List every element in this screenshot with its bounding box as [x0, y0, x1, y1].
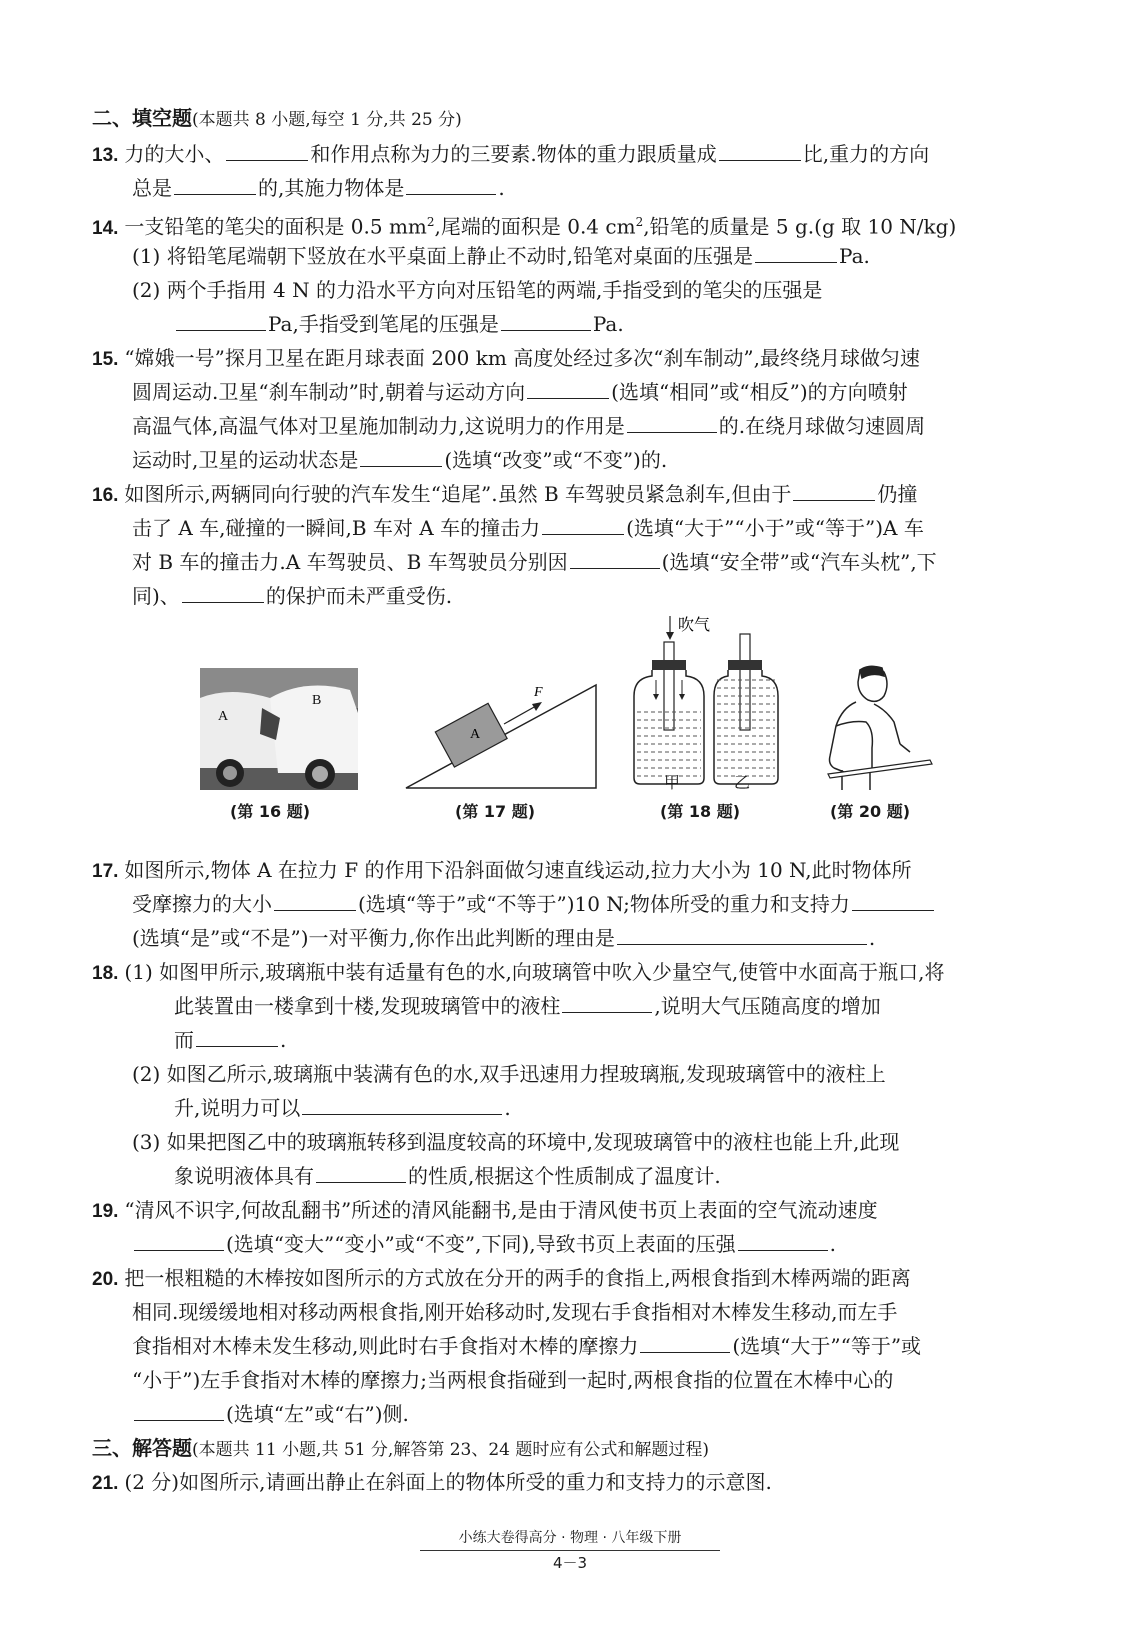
q18-blank-3[interactable]: [302, 1094, 502, 1115]
q20-number: 20.: [92, 1269, 119, 1290]
q19-text: (选填“变大”“变小”或“不变”,下同),导致书页上表面的压强: [226, 1232, 736, 1256]
yi-label: 乙: [734, 773, 751, 792]
q16-text: 如图所示,两辆同向行驶的汽车发生“追尾”.虽然 B 车驾驶员紧急刹车,但由于: [124, 482, 792, 506]
q19-text: .: [829, 1232, 837, 1256]
q19-line-1: [92, 1196, 878, 1226]
q16-line-3: [132, 548, 937, 576]
page-number: 4－3: [552, 1554, 588, 1572]
q15-text: (选填“改变”或“不变”)的.: [444, 448, 668, 472]
q18-text: ,说明大气压随高度的增加: [654, 994, 881, 1018]
q21-number: 21.: [92, 1473, 119, 1494]
q15-number: 15.: [92, 349, 119, 370]
superscript: 2: [426, 215, 435, 229]
q18-text: .: [504, 1096, 511, 1120]
jia-label: 甲: [664, 773, 681, 792]
q14-text: Pa.: [592, 312, 624, 336]
q14-text: (1) 将铅笔尾端朝下竖放在水平桌面上静止不动时,铅笔对桌面的压强是: [132, 244, 754, 268]
blow-label: 吹气: [678, 615, 711, 634]
q14-blank-3[interactable]: [501, 310, 591, 331]
q16-text: 仍撞: [877, 482, 918, 506]
q20-line-5: [132, 1400, 409, 1428]
q16-blank-1[interactable]: [793, 480, 875, 501]
q13-blank-1[interactable]: [226, 140, 308, 161]
bottle-yi: [714, 634, 778, 784]
q14-text: 一支铅笔的笔尖的面积是 0.5 mm: [124, 214, 427, 239]
q14-line-1: [92, 208, 956, 243]
bottle-jia: [634, 642, 704, 784]
q13-text: 和作用点称为力的三要素.物体的重力跟质量成: [310, 142, 717, 166]
section-3-title: 三、解答题: [92, 1436, 192, 1460]
q14-part-1: [132, 242, 870, 270]
q13-text: 比,重力的方向: [802, 142, 930, 166]
footer-book-title: 小练大卷得高分 · 物理 · 八年级下册: [420, 1527, 720, 1551]
q17-line-1: [92, 856, 912, 886]
section-2-note: (本题共 8 小题,每空 1 分,共 25 分): [192, 110, 462, 130]
q14-number: 14.: [92, 217, 119, 239]
q18-text: 的性质,根据这个性质制成了温度计.: [408, 1164, 721, 1188]
block-a-label: A: [470, 727, 481, 742]
force-f-label: F: [534, 685, 543, 700]
q20-line-2: [132, 1298, 897, 1326]
q13-text: 力的大小、: [124, 142, 225, 166]
q13-blank-2[interactable]: [719, 140, 801, 161]
q14-blank-2[interactable]: [176, 310, 266, 331]
q16-text: 对 B 车的撞击力.A 车驾驶员、B 车驾驶员分别因: [132, 550, 568, 574]
q14-text: (2) 两个手指用 4 N 的力沿水平方向对压铅笔的两端,手指受到的笔尖的压强是: [132, 278, 823, 302]
q20-line-4: [132, 1366, 893, 1394]
q18-blank-2[interactable]: [196, 1026, 278, 1047]
q15-text: 运动时,卫星的运动状态是: [132, 448, 359, 472]
q19-blank-2[interactable]: [738, 1230, 828, 1251]
q21-text: (2 分)如图所示,请画出静止在斜面上的物体所受的重力和支持力的示意图.: [124, 1470, 772, 1494]
q17-text: .: [868, 926, 876, 950]
q16-blank-2[interactable]: [542, 514, 624, 535]
car-a-label: A: [218, 709, 229, 724]
q18-line-3: [174, 1026, 286, 1054]
q19-text: “清风不识字,何故乱翻书”所述的清风能翻书,是由于清风使书页上表面的空气流动速度: [124, 1198, 878, 1222]
q18-line-6: [132, 1128, 899, 1156]
q17-line-3: [132, 924, 875, 952]
q16-line-4: [132, 582, 452, 610]
q20-text: 食指相对木棒未发生移动,则此时右手食指对木棒的摩擦力: [132, 1334, 639, 1358]
q14-part-2-cont: [174, 310, 624, 338]
q20-text: 把一根粗糙的木棒按如图所示的方式放在分开的两手的食指上,两根食指到木棒两端的距离: [124, 1266, 911, 1290]
q16-blank-3[interactable]: [570, 548, 660, 569]
q15-blank-2[interactable]: [627, 412, 717, 433]
q19-blank-1[interactable]: [134, 1230, 224, 1251]
section-3-note: (本题共 11 小题,共 51 分,解答第 23、24 题时应有公式和解题过程): [192, 1440, 710, 1460]
q18-text: 此装置由一楼拿到十楼,发现玻璃管中的液柱: [174, 994, 561, 1018]
q16-text: (选填“安全带”或“汽车头枕”,下: [661, 550, 937, 574]
q14-blank-1[interactable]: [755, 242, 837, 263]
q13-text: 总是: [132, 176, 172, 200]
q17-text: 如图所示,物体 A 在拉力 F 的作用下沿斜面做匀速直线运动,拉力大小为 10 N,此时物体所: [124, 858, 912, 882]
section-2-title: 二、填空题: [92, 106, 192, 130]
q20-line-1: [92, 1264, 911, 1294]
q18-text: 升,说明力可以: [174, 1096, 301, 1120]
q18-text: .: [280, 1028, 287, 1052]
q14-text: ,尾端的面积是 0.4 cm: [434, 214, 636, 239]
q17-number: 17.: [92, 861, 119, 882]
q16-text: 的保护而未严重受伤.: [265, 584, 453, 608]
bottles-diagram: [626, 612, 796, 792]
superscript: 2: [635, 215, 644, 229]
q17-text: 受摩擦力的大小: [132, 892, 272, 916]
q17-blank-2[interactable]: [852, 890, 934, 911]
q16-text: 击了 A 车,碰撞的一瞬间,B 车对 A 车的撞击力: [132, 516, 541, 540]
q18-text: 而: [174, 1028, 194, 1052]
q15-text: 高温气体,高温气体对卫星施加制动力,这说明力的作用是: [132, 414, 625, 438]
figure-20-caption: (第 20 题): [830, 802, 911, 821]
section-3-header: [92, 1434, 709, 1464]
car-b-label: B: [312, 693, 322, 708]
q15-blank-1[interactable]: [527, 378, 609, 399]
q13-number: 13.: [92, 145, 119, 166]
q15-line-1: [92, 344, 920, 374]
q13-text: .: [498, 176, 505, 200]
q14-part-2: [132, 276, 822, 304]
q20-text: (选填“大于”“等于”或: [732, 1334, 922, 1358]
q15-text: (选填“相同”或“相反”)的方向喷射: [611, 380, 908, 404]
q17-text: (选填“是”或“不是”)一对平衡力,你作出此判断的理由是: [132, 926, 615, 950]
q20-blank-2[interactable]: [134, 1400, 224, 1421]
q18-number: 18.: [92, 963, 119, 984]
q18-text: 象说明液体具有: [174, 1164, 314, 1188]
q15-line-3: [132, 412, 925, 440]
q20-text: “小于”)左手食指对木棒的摩擦力;当两根食指碰到一起时,两根食指的位置在木棒中心的: [132, 1368, 894, 1392]
q18-blank-4[interactable]: [316, 1162, 406, 1183]
q18-text: (1) 如图甲所示,玻璃瓶中装有适量有色的水,向玻璃管中吹入少量空气,使管中水面高于瓶口,将: [124, 960, 945, 984]
q16-number: 16.: [92, 485, 119, 506]
q17-blank-1[interactable]: [274, 890, 356, 911]
q16-text: (选填“大于”“小于”或“等于”)A 车: [626, 516, 924, 540]
section-2-header: [92, 104, 462, 134]
q18-text: (3) 如果把图乙中的玻璃瓶转移到温度较高的环境中,发现玻璃管中的液柱也能上升,此现: [132, 1130, 900, 1154]
q18-line-4: [132, 1060, 886, 1088]
q13-text: 的,其施力物体是: [258, 176, 405, 200]
q17-blank-3[interactable]: [617, 924, 867, 945]
q14-text: ,铅笔的质量是 5 g.(g 取 10 N/kg): [643, 214, 957, 239]
figure-16-caption: (第 16 题): [230, 802, 311, 821]
car-collision-photo: [200, 668, 358, 790]
q16-line-1: [92, 480, 917, 510]
q18-line-5: [174, 1094, 511, 1122]
q20-blank-1[interactable]: [640, 1332, 730, 1353]
q15-blank-3[interactable]: [360, 446, 442, 467]
q18-line-2: [174, 992, 881, 1020]
q20-text: 相同.现缓缓地相对移动两根食指,刚开始移动时,发现右手食指相对木棒发生移动,而左手: [132, 1300, 898, 1324]
q18-text: (2) 如图乙所示,玻璃瓶中装满有色的水,双手迅速用力捏玻璃瓶,发现玻璃管中的液柱上: [132, 1062, 886, 1086]
q15-text: “嫦娥一号”探月卫星在距月球表面 200 km 高度处经过多次“刹车制动”,最终绕月球做匀速: [124, 346, 921, 370]
q20-line-3: [132, 1332, 921, 1360]
figure-18-caption: (第 18 题): [660, 802, 741, 821]
incline-diagram: [404, 680, 604, 792]
q14-text: Pa.: [839, 244, 870, 268]
q13-blank-4[interactable]: [406, 174, 496, 195]
q18-line-7: [174, 1162, 721, 1190]
q15-line-4: [132, 446, 667, 474]
q16-line-2: [132, 514, 924, 542]
q16-text: 同)、: [132, 584, 180, 608]
q21-line-1: [92, 1468, 772, 1498]
q19-number: 19.: [92, 1201, 119, 1222]
q20-text: (选填“左”或“右”)侧.: [226, 1402, 409, 1426]
person-with-stick-drawing: [812, 660, 942, 795]
q17-line-2: [132, 890, 936, 918]
q13-line-1: [92, 140, 929, 170]
q13-line-2: [132, 174, 505, 202]
q18-blank-1[interactable]: [562, 992, 652, 1013]
q14-text: Pa,手指受到笔尾的压强是: [268, 312, 499, 336]
q19-line-2: [132, 1230, 836, 1258]
q16-blank-4[interactable]: [182, 582, 264, 603]
q18-line-1: [92, 958, 945, 988]
figure-17-caption: (第 17 题): [455, 802, 536, 821]
q17-text: (选填“等于”或“不等于”)10 N;物体所受的重力和支持力: [358, 892, 850, 916]
q13-blank-3[interactable]: [174, 174, 256, 195]
q15-line-2: [132, 378, 908, 406]
q15-text: 的.在绕月球做匀速圆周: [718, 414, 926, 438]
q15-text: 圆周运动.卫星“刹车制动”时,朝着与运动方向: [132, 380, 526, 404]
